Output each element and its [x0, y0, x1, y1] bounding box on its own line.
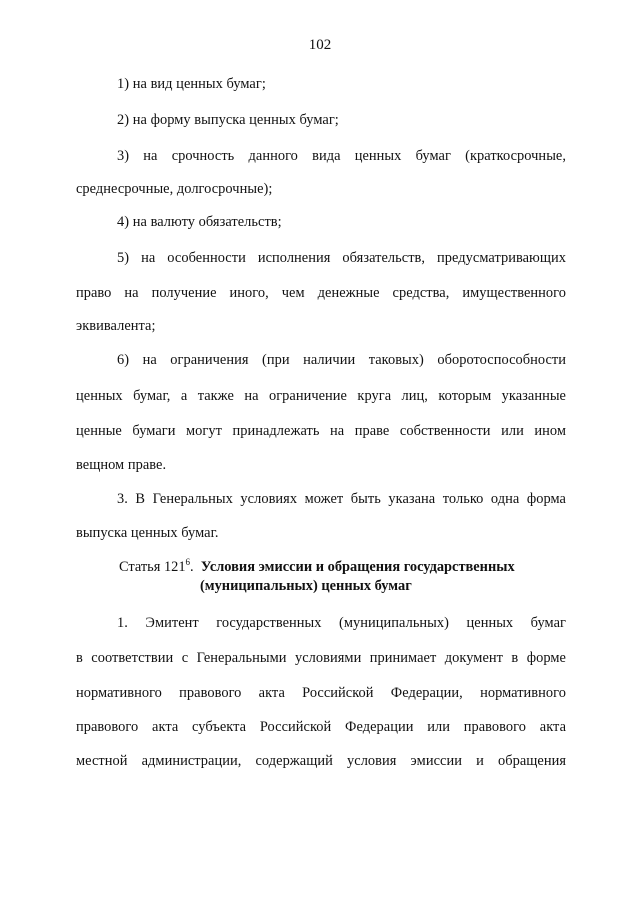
article-title-line-2: (муниципальных) ценных бумаг [200, 578, 412, 594]
list-item-6-line-1: 6) на ограничения (при наличии таковых) оборотоспособности [117, 352, 566, 368]
list-item-1: 1) на вид ценных бумаг; [117, 76, 266, 92]
list-item-6-line-2: ценных бумаг, а также на ограничение круга лиц, которым указанные [76, 388, 566, 404]
paragraph-3-line-2: выпуска ценных бумаг. [76, 525, 219, 541]
article-text-line-1: 1. Эмитент государственных (муниципальных) ценных бумаг [117, 615, 566, 631]
list-item-6-line-3: ценные бумаги могут принадлежать на праве собственности или ином [76, 423, 566, 439]
list-item-5-line-3: эквивалента; [76, 318, 156, 334]
list-item-5-line-2: право на получение иного, чем денежные средства, имущественного [76, 285, 566, 301]
article-text-line-2: в соответствии с Генеральными условиями принимает документ в форме [76, 650, 566, 666]
list-item-5-line-1: 5) на особенности исполнения обязательств, предусматривающих [117, 250, 566, 266]
list-item-4: 4) на валюту обязательств; [117, 214, 282, 230]
list-item-3-line-2: среднесрочные, долгосрочные); [76, 181, 273, 197]
article-heading-line-1: Статья $121^6$. Условия эмиссии и обращения государственных [119, 557, 515, 575]
article-label: Статья 121 [119, 559, 186, 575]
paragraph-3-line-1: 3. В Генеральных условиях может быть указана только одна форма [117, 491, 566, 507]
article-text-line-5: местной администрации, содержащий условия эмиссии и обращения [76, 753, 566, 769]
article-title-line-1: Условия эмиссии и обращения государственных [200, 559, 515, 575]
article-text-line-4: правового акта субъекта Российской Федерации или правового акта [76, 719, 566, 735]
list-item-3-line-1: 3) на срочность данного вида ценных бумаг (краткосрочные, [117, 148, 566, 164]
list-item-6-line-4: вещном праве. [76, 457, 167, 473]
article-superscript: 6 [185, 557, 191, 568]
article-text-line-3: нормативного правового акта Российской Федерации, нормативного [76, 685, 566, 701]
page-number: 102 [308, 37, 332, 53]
list-item-2: 2) на форму выпуска ценных бумаг; [117, 112, 339, 128]
